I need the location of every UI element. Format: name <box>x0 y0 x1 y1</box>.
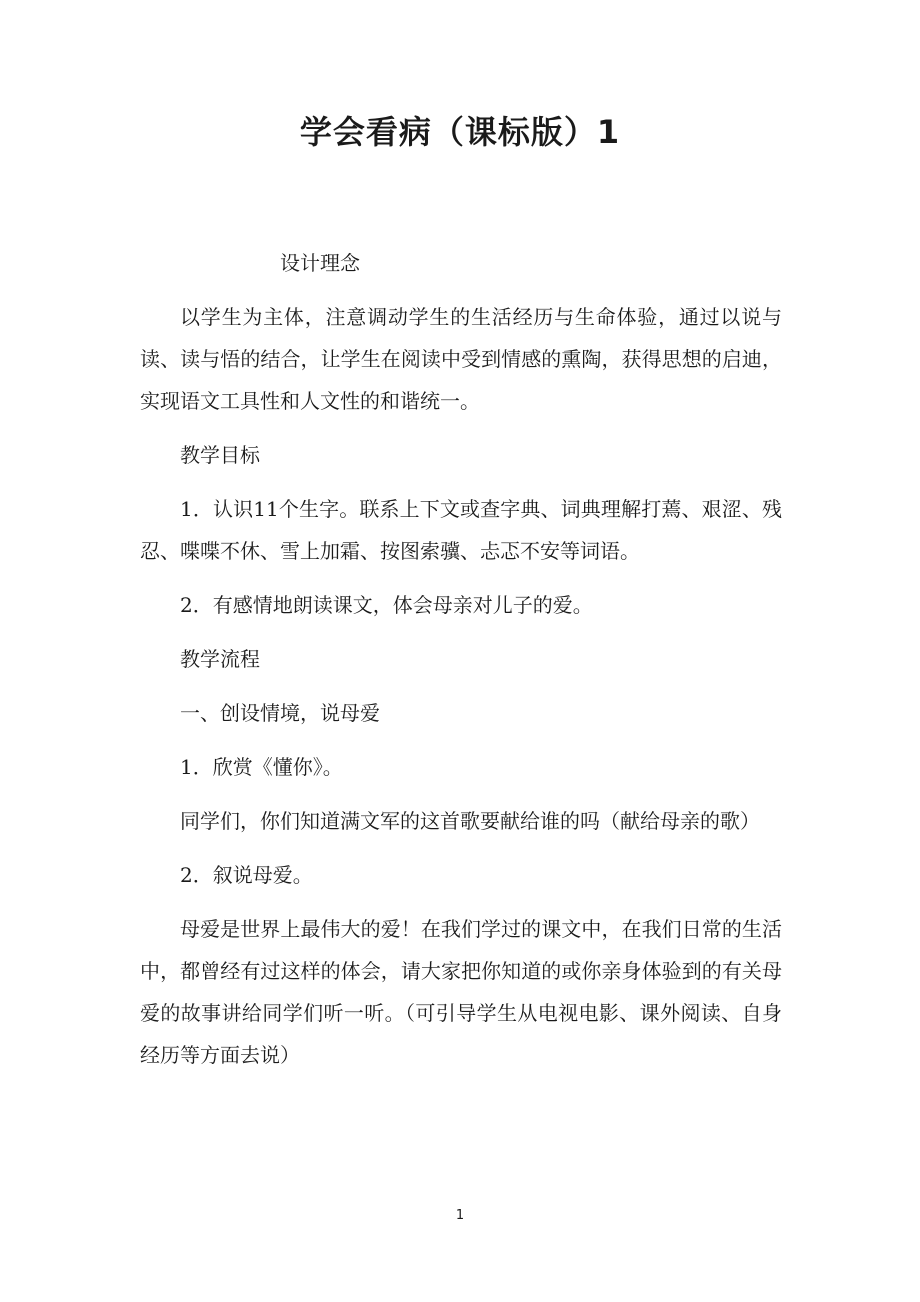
subheading-step-1: 一、创设情境，说母爱 <box>180 701 380 725</box>
document-body <box>140 242 782 1088</box>
paragraph-song-question: 同学们，你们知道满文军的这首歌要献给谁的吗（献给母亲的歌） <box>180 809 760 833</box>
paragraph-design-concept: 以学生为主体，注意调动学生的生活经历与生命体验，通过以说与读、读与悟的结合，让学生在阅读中受到情感的熏陶，获得思想的启迪，实现语文工具性和人文性的和谐统一。 <box>140 305 782 413</box>
section-heading-teaching-process: 教学流程 <box>180 647 260 671</box>
step-1-item-1: 1．欣赏《懂你》。 <box>180 755 343 779</box>
step-1-item-2: 2．叙说母爱。 <box>180 863 313 887</box>
document-title: 学会看病（课标版）1 <box>299 113 621 151</box>
page-number: 1 <box>455 1208 465 1223</box>
paragraph-mother-love: 母爱是世界上最伟大的爱！在我们学过的课文中，在我们日常的生活中，都曾经有过这样的体会，请大家把你知道的或你亲身体验到的有关母爱的故事讲给同学们听一听。（可引导学生从电视电影、课外阅读、自身经历等方面去说） <box>140 917 782 1067</box>
teaching-goal-2: 2．有感情地朗读课文，体会母亲对儿子的爱。 <box>180 593 593 617</box>
section-heading-design-concept: 设计理念 <box>280 251 360 275</box>
teaching-goal-1: 1．认识11个生字。联系上下文或查字典、词典理解打蔫、艰涩、残忍、喋喋不休、雪上加霜、按图索骥、忐忑不安等词语。 <box>140 497 782 563</box>
section-heading-teaching-goals: 教学目标 <box>180 443 260 467</box>
